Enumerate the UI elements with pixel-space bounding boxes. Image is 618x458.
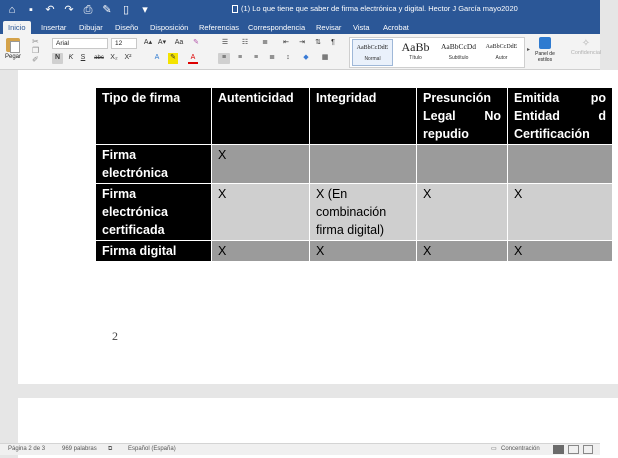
- row-label: Firma electrónica: [96, 145, 212, 184]
- style-titulo[interactable]: [395, 39, 436, 66]
- table-cell: X: [508, 184, 613, 241]
- header-emitida: [508, 88, 613, 145]
- print-icon[interactable]: ⎙: [83, 4, 93, 16]
- home-icon[interactable]: ⌂: [8, 4, 16, 16]
- table-cell: X: [508, 241, 613, 262]
- bold-button[interactable]: N: [52, 53, 63, 64]
- emitida-line-1: [514, 89, 606, 107]
- presuncion-word-legal: Legal: [423, 109, 456, 123]
- style-sample: AaBbCcDdE: [485, 44, 518, 50]
- table-header-row: [96, 88, 613, 145]
- show-marks-icon[interactable]: ¶: [331, 39, 335, 46]
- status-bar: [0, 443, 600, 455]
- row-label: Firma digital: [96, 241, 212, 262]
- table-cell: X: [212, 184, 310, 241]
- superscript-button[interactable]: X²: [124, 54, 132, 61]
- style-name: Normal: [364, 56, 381, 62]
- clipboard-tools: [32, 37, 39, 64]
- pin-icon: ✧: [581, 38, 591, 49]
- emitida-word-de: d: [598, 109, 606, 123]
- subscript-button[interactable]: X₂: [110, 54, 118, 61]
- tab-insertar[interactable]: Insertar: [41, 23, 67, 32]
- clear-format-icon[interactable]: ✎: [193, 39, 199, 46]
- italic-button[interactable]: K: [68, 54, 74, 61]
- styles-pane-icon: [539, 37, 551, 49]
- ribbon-tabs: [0, 20, 600, 34]
- tab-correspondencia[interactable]: Correspondencia: [248, 23, 306, 32]
- table-cell: X (En combinación firma digital): [310, 184, 417, 241]
- focus-icon[interactable]: ▭: [491, 446, 497, 452]
- edit-icon[interactable]: ✎: [102, 4, 112, 16]
- table-cell: X: [417, 241, 508, 262]
- document-page[interactable]: [18, 70, 618, 384]
- styles-more-icon[interactable]: ▸: [527, 47, 531, 53]
- table-cell: [417, 145, 508, 184]
- signature-comparison-table: [95, 87, 613, 262]
- customize-icon[interactable]: ▾: [142, 4, 148, 16]
- paste-label: Pegar: [4, 54, 21, 60]
- align-left-icon[interactable]: ≡: [218, 53, 230, 64]
- presuncion-line-2: [423, 107, 501, 125]
- font-size-select[interactable]: 12: [111, 38, 137, 49]
- new-doc-icon[interactable]: ▯: [122, 4, 130, 16]
- shading-icon[interactable]: ◆: [303, 54, 309, 61]
- font-color-icon[interactable]: A: [188, 53, 198, 64]
- presuncion-line-3: repudio: [423, 127, 469, 141]
- row-label: Firma electrónica certificada: [96, 184, 212, 241]
- style-autor[interactable]: [481, 39, 522, 66]
- emitida-word-emitida: Emitida: [514, 91, 560, 105]
- change-case-button[interactable]: Aa: [174, 39, 184, 46]
- numbering-icon[interactable]: ☷: [241, 39, 249, 46]
- tab-revisar[interactable]: Revisar: [316, 23, 342, 32]
- styles-pane-label: Panel de estilos: [535, 51, 555, 63]
- web-layout-view-icon[interactable]: [568, 445, 579, 454]
- emitida-word-por: po: [590, 91, 606, 105]
- emitida-word-entidad: Entidad: [514, 109, 560, 123]
- style-sample: AaBb: [401, 40, 430, 54]
- align-center-icon[interactable]: ≡: [237, 54, 243, 61]
- emitida-line-3: Certificación: [514, 127, 590, 141]
- confidential-label: Confidencial: [570, 50, 602, 56]
- tab-referencias[interactable]: Referencias: [199, 23, 240, 32]
- tab-disposicion[interactable]: Disposición: [150, 23, 189, 32]
- table-cell: [310, 145, 417, 184]
- table-cell: X: [212, 241, 310, 262]
- document-icon: [232, 5, 238, 13]
- document-workspace[interactable]: [0, 70, 606, 443]
- format-painter-icon[interactable]: ✐: [32, 55, 39, 64]
- tab-vista[interactable]: Vista: [353, 23, 370, 32]
- style-name: Autor: [495, 55, 508, 61]
- style-name: Título: [409, 55, 422, 61]
- focus-label[interactable]: Concentración: [501, 446, 540, 452]
- header-integridad: Integridad: [310, 88, 417, 145]
- shrink-font-button[interactable]: A▾: [157, 39, 167, 46]
- emitida-line-2: [514, 107, 606, 125]
- table-cell: X: [310, 241, 417, 262]
- table-row: [96, 145, 613, 184]
- ribbon: [0, 34, 600, 70]
- highlight-icon[interactable]: ✎: [168, 53, 178, 64]
- proofing-icon[interactable]: ⧉: [108, 446, 113, 452]
- tab-diseno[interactable]: Diseño: [115, 23, 139, 32]
- header-tipo: Tipo de firma: [96, 88, 212, 145]
- multilevel-list-icon[interactable]: ≣: [262, 39, 268, 46]
- table-cell: X: [212, 145, 310, 184]
- justify-icon[interactable]: ≣: [269, 54, 275, 61]
- read-mode-view-icon[interactable]: [583, 445, 593, 454]
- style-subtitulo[interactable]: [438, 39, 479, 66]
- style-normal[interactable]: [352, 39, 393, 66]
- font-name-select[interactable]: Arial: [52, 38, 108, 49]
- tab-inicio[interactable]: Inicio: [3, 21, 31, 34]
- table-cell: [508, 145, 613, 184]
- confidential-button[interactable]: [566, 37, 606, 56]
- tab-acrobat[interactable]: Acrobat: [383, 23, 409, 32]
- table-cell: X: [417, 184, 508, 241]
- tab-dibujar[interactable]: Dibujar: [79, 23, 103, 32]
- table-row: [96, 184, 613, 241]
- header-presuncion: [417, 88, 508, 145]
- align-right-icon[interactable]: ≡: [253, 54, 259, 61]
- increase-indent-icon[interactable]: ⇥: [299, 39, 305, 46]
- paste-button[interactable]: [4, 38, 22, 60]
- underline-button[interactable]: S: [80, 54, 86, 61]
- title-bar: [0, 0, 600, 20]
- document-title-text: (1) Lo que tiene que saber de firma electrónica y digital. Hector J García mayo2020: [241, 4, 518, 13]
- cut-icon[interactable]: ✂: [32, 37, 39, 46]
- document-title: [232, 4, 518, 13]
- borders-icon[interactable]: ▦: [321, 54, 329, 61]
- style-sample: AaBbCcDdE: [356, 45, 389, 51]
- clipboard-icon: [6, 38, 20, 52]
- styles-pane-button[interactable]: [532, 37, 558, 63]
- header-autenticidad: Autenticidad: [212, 88, 310, 145]
- grow-font-button[interactable]: A▴: [143, 39, 153, 46]
- print-layout-view-icon[interactable]: [553, 445, 564, 454]
- styles-gallery: [349, 37, 525, 68]
- line-spacing-icon[interactable]: ↕: [286, 54, 290, 61]
- strikethrough-button[interactable]: abc: [94, 55, 104, 61]
- undo-icon[interactable]: ↶: [45, 4, 55, 16]
- save-icon[interactable]: ▪: [29, 4, 33, 16]
- decrease-indent-icon[interactable]: ⇤: [283, 39, 289, 46]
- redo-icon[interactable]: ↷: [64, 4, 74, 16]
- sort-icon[interactable]: ⇅: [315, 39, 321, 46]
- page-indicator[interactable]: Página 2 de 3: [8, 446, 46, 452]
- copy-icon[interactable]: ❐: [32, 46, 40, 55]
- text-effects-icon[interactable]: A: [154, 54, 160, 61]
- presuncion-line-1: Presunción: [423, 91, 492, 105]
- language-indicator[interactable]: Español (España): [128, 446, 176, 452]
- style-name: Subtítulo: [448, 55, 469, 61]
- table-row: [96, 241, 613, 262]
- presuncion-word-no: No: [484, 109, 501, 123]
- bullets-icon[interactable]: ☰: [221, 39, 229, 46]
- word-count[interactable]: 969 palabras: [62, 446, 97, 452]
- quick-access-toolbar: [6, 3, 151, 17]
- style-sample: AaBbCcDd: [441, 42, 476, 51]
- page-number: 2: [112, 329, 118, 343]
